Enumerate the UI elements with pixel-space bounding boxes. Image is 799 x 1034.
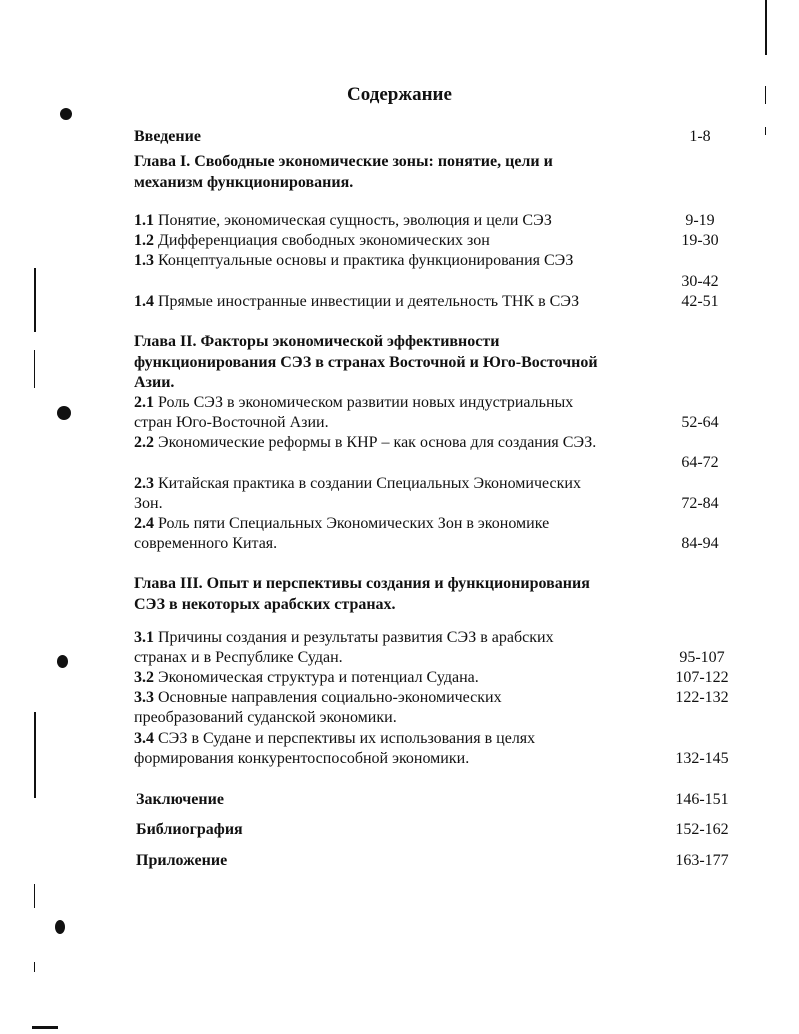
section-number: 1.3	[134, 252, 154, 269]
section-title: Причины создания и результаты развития СЭЗ в арабских	[158, 629, 554, 646]
toc-item-3-4-pages: 132-145	[675, 750, 729, 767]
section-title: Основные направления социально-экономических	[158, 689, 502, 706]
toc-item-2-1	[134, 393, 644, 413]
toc-item-1-3-pages: 30-42	[681, 273, 719, 290]
section-number: 2.4	[134, 515, 154, 532]
chapter2-heading-line3: Азии.	[134, 374, 175, 391]
punch-hole-mark	[57, 406, 71, 420]
toc-item-1-1-pages: 9-19	[685, 212, 715, 229]
section-number: 1.2	[134, 232, 154, 249]
toc-item-2-3-cont: Зон.	[134, 495, 163, 512]
toc-intro-label: Введение	[134, 128, 201, 145]
toc-item-1-4	[134, 292, 644, 312]
chapter3-heading-line1: Глава III. Опыт и перспективы создания и функционирования	[134, 575, 590, 592]
section-title: Роль пяти Специальных Экономических Зон в экономике	[158, 515, 550, 532]
toc-appendix-pages: 163-177	[675, 852, 729, 869]
scan-edge-line	[32, 1026, 58, 1029]
toc-conclusion-pages: 146-151	[675, 791, 729, 808]
chapter1-heading-line1: Глава I. Свободные экономические зоны: понятие, цели и	[134, 153, 553, 170]
section-title: СЭЗ в Судане и перспективы их использования в целях	[158, 730, 536, 747]
toc-item-2-2-pages: 64-72	[681, 454, 719, 471]
toc-item-2-1-cont: стран Юго-Восточной Азии.	[134, 414, 329, 431]
chapter2-heading-line1: Глава II. Факторы экономической эффективности	[134, 333, 500, 350]
section-number: 1.4	[134, 293, 154, 310]
chapter2-heading-line2: функционирования СЭЗ в странах Восточной и Юго-Восточной	[134, 354, 598, 371]
punch-hole-mark	[55, 920, 65, 934]
toc-item-3-3-pages: 122-132	[675, 689, 729, 706]
toc-item-2-4-pages: 84-94	[681, 535, 719, 552]
section-title: Дифференциация свободных экономических зон	[158, 232, 490, 249]
toc-item-1-4-pages: 42-51	[681, 293, 719, 310]
section-title: Прямые иностранные инвестиции и деятельность ТНК в СЭЗ	[158, 293, 580, 310]
toc-item-3-4-cont: формирования конкурентоспособной экономики.	[134, 750, 470, 767]
section-title: Китайская практика в создании Специальных Экономических	[158, 475, 581, 492]
chapter3-heading-line2: СЭЗ в некоторых арабских странах.	[134, 596, 396, 613]
scan-edge-line	[34, 350, 35, 388]
toc-item-3-2	[134, 668, 644, 688]
toc-bibliography-pages: 152-162	[675, 821, 729, 838]
toc-item-3-3-cont: преобразований суданской экономики.	[134, 709, 397, 726]
toc-item-2-3-pages: 72-84	[681, 495, 719, 512]
section-number: 3.1	[134, 629, 154, 646]
toc-bibliography-label: Библиография	[136, 821, 243, 838]
section-title: Роль СЭЗ в экономическом развитии новых индустриальных	[158, 394, 574, 411]
toc-item-1-2	[134, 231, 644, 251]
toc-item-3-1-pages: 95-107	[679, 649, 725, 666]
chapter1-heading-line2: механизм функционирования.	[134, 174, 354, 191]
section-number: 2.1	[134, 394, 154, 411]
toc-item-2-4-cont: современного Китая.	[134, 535, 278, 552]
section-number: 2.3	[134, 475, 154, 492]
scan-edge-line	[34, 962, 35, 972]
toc-item-2-1-pages: 52-64	[681, 414, 719, 431]
toc-item-3-1	[134, 628, 644, 648]
scan-edge-line	[34, 712, 36, 798]
toc-item-3-3	[134, 688, 644, 708]
toc-item-1-2-pages: 19-30	[681, 232, 719, 249]
section-title: Понятие, экономическая сущность, эволюция и цели СЭЗ	[158, 212, 552, 229]
toc-intro-pages: 1-8	[689, 128, 711, 145]
punch-hole-mark	[60, 108, 72, 120]
scan-edge-line	[765, 0, 767, 55]
toc-appendix-label: Приложение	[136, 852, 228, 869]
scan-edge-line	[34, 884, 35, 908]
scan-edge-line	[765, 86, 766, 104]
toc-item-3-1-cont: странах и в Республике Судан.	[134, 649, 343, 666]
section-title: Экономические реформы в КНР – как основа для создания СЭЗ.	[158, 434, 597, 451]
section-title: Экономическая структура и потенциал Судана.	[158, 669, 479, 686]
toc-item-1-3	[134, 251, 644, 271]
toc-item-2-3	[134, 474, 644, 494]
toc-item-2-4	[134, 514, 644, 534]
section-number: 1.1	[134, 212, 154, 229]
toc-item-3-4	[134, 729, 644, 749]
section-number: 3.4	[134, 730, 154, 747]
toc-item-3-2-pages: 107-122	[675, 669, 729, 686]
punch-hole-mark	[57, 655, 68, 668]
toc-item-2-2	[134, 433, 644, 453]
section-number: 2.2	[134, 434, 154, 451]
scan-edge-line	[34, 268, 36, 332]
page-title: Содержание	[347, 84, 452, 105]
section-number: 3.3	[134, 689, 154, 706]
scan-edge-line	[765, 127, 766, 135]
section-title: Концептуальные основы и практика функционирования СЭЗ	[158, 252, 574, 269]
section-number: 3.2	[134, 669, 154, 686]
toc-conclusion-label: Заключение	[136, 791, 224, 808]
toc-item-1-1	[134, 211, 644, 231]
